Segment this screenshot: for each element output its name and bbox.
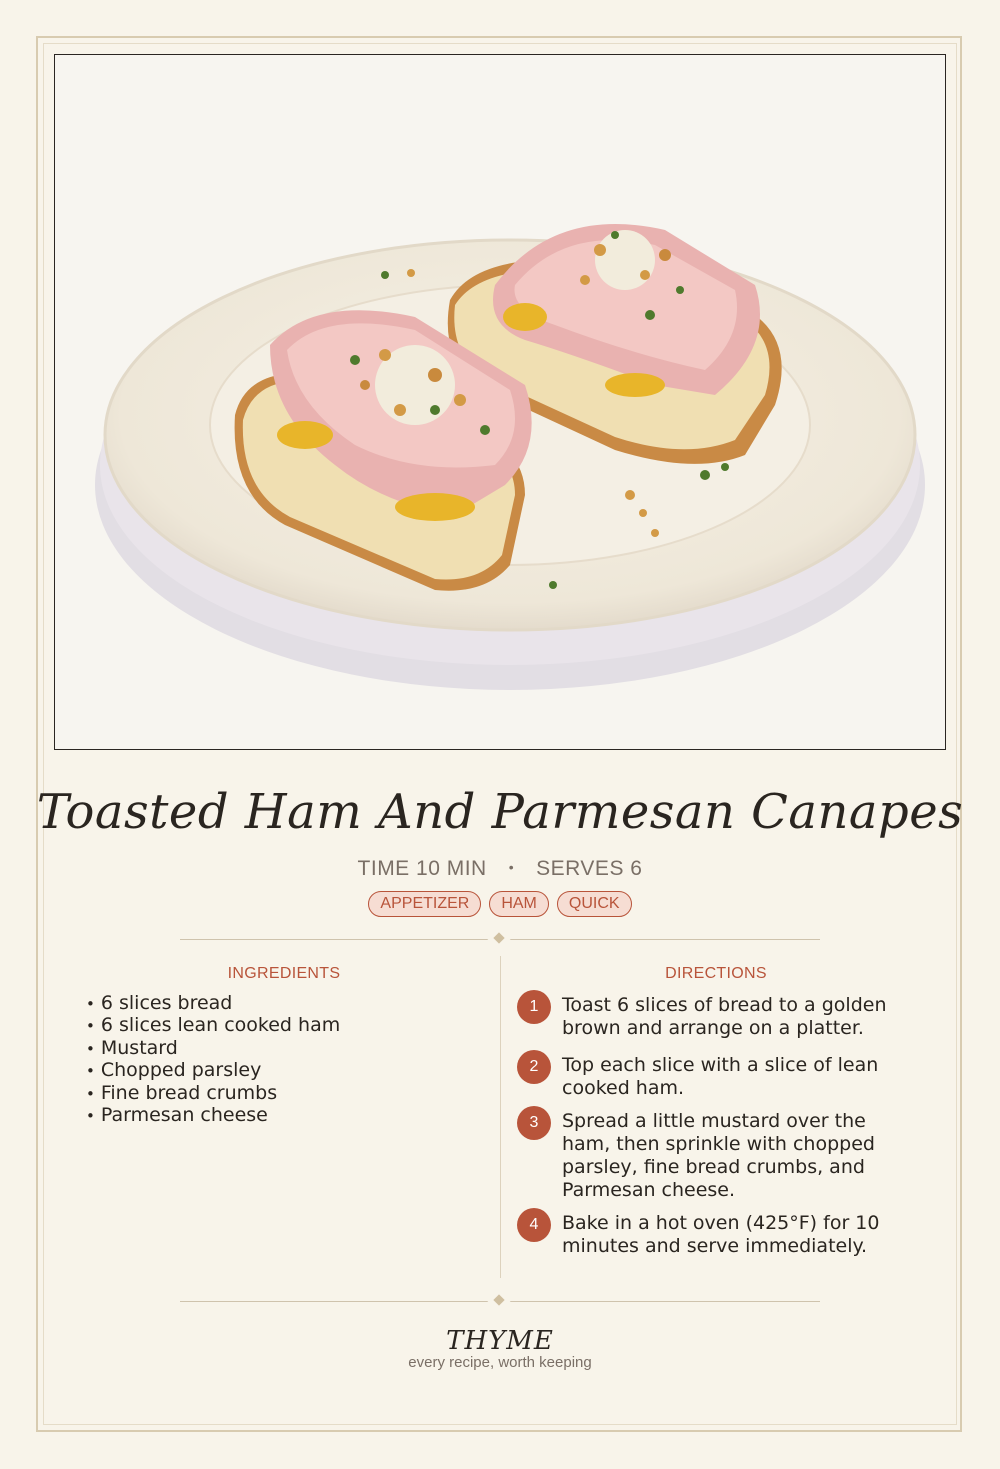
bottom-divider bbox=[180, 1301, 820, 1302]
step-text: Toast 6 slices of bread to a golden brown and arrange on a platter. bbox=[562, 994, 887, 1039]
directions-heading: DIRECTIONS bbox=[665, 965, 767, 982]
step-text: Spread a little mustard over the ham, then sprinkle with chopped parsley, fine bread crumbs, and Parmesan cheese. bbox=[562, 1110, 875, 1201]
step-text: Top each slice with a slice of lean cooked ham. bbox=[562, 1054, 879, 1099]
top-divider bbox=[180, 939, 820, 940]
column-divider bbox=[500, 956, 501, 1278]
ingredients-heading: INGREDIENTS bbox=[227, 965, 341, 982]
ingredient-item: • Mustard bbox=[86, 1037, 340, 1059]
brand-tagline: every recipe, worth keeping bbox=[408, 1354, 592, 1371]
cook-time: TIME 10 MIN bbox=[357, 857, 487, 880]
servings: SERVES 6 bbox=[536, 857, 643, 880]
ingredient-item: • Fine bread crumbs bbox=[86, 1082, 340, 1104]
step-number-badge: 2 bbox=[517, 1050, 551, 1084]
recipe-title: Toasted Ham And Parmesan Canapes bbox=[36, 784, 964, 840]
step-number-badge: 1 bbox=[517, 990, 551, 1024]
tag-ham[interactable]: HAM bbox=[489, 891, 549, 917]
recipe-meta bbox=[0, 857, 1000, 881]
ingredient-item: • Parmesan cheese bbox=[86, 1104, 340, 1126]
meta-separator: • bbox=[508, 859, 515, 875]
step-text: Bake in a hot oven (425°F) for 10 minutes and serve immediately. bbox=[562, 1212, 880, 1257]
step-number-badge: 4 bbox=[517, 1208, 551, 1242]
tag-list bbox=[0, 891, 1000, 917]
tag-quick[interactable]: QUICK bbox=[557, 891, 632, 917]
tag-appetizer[interactable]: APPETIZER bbox=[368, 891, 481, 917]
step-number-badge: 3 bbox=[517, 1106, 551, 1140]
ingredient-item: • 6 slices lean cooked ham bbox=[86, 1014, 340, 1036]
brand-logo: THYME bbox=[446, 1326, 554, 1356]
recipe-illustration bbox=[54, 54, 946, 750]
ingredient-item: • 6 slices bread bbox=[86, 992, 340, 1014]
ingredients-list bbox=[86, 992, 340, 1126]
ingredient-item: • Chopped parsley bbox=[86, 1059, 340, 1081]
